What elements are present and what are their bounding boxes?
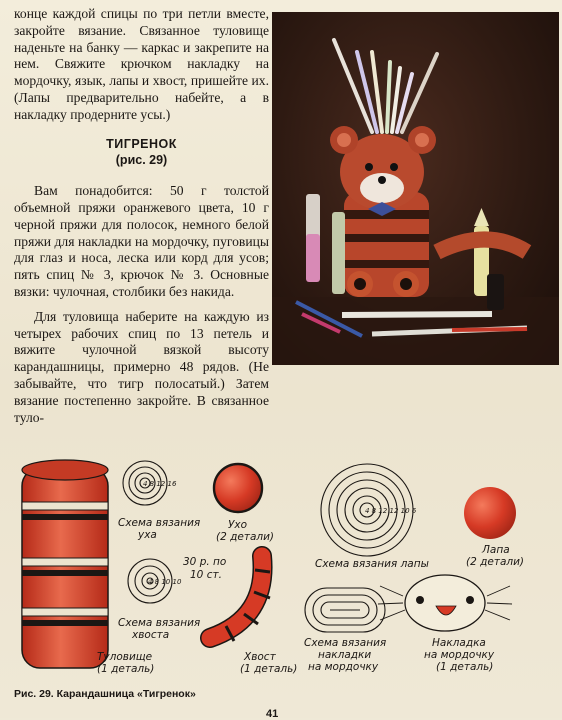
muzzle-scheme-label-3: на мордочку xyxy=(308,661,379,673)
ear-scheme-label-1: Схема вязания xyxy=(118,517,201,529)
tail-rows-note-2: 10 ст. xyxy=(190,569,222,581)
tail-label-2: (1 деталь) xyxy=(240,663,298,675)
tiger-pencil-holder-photo xyxy=(272,12,559,365)
diagram-svg xyxy=(0,448,562,688)
paragraph-materials: Вам понадобится: 50 г толстой объемной пряжи оранжевого цвета, 10 г черной пряжи для полосок, немного белой пряжи для накладки на мордочку, пуговицы для глаз и носа, леска или корд для усов; пять спиц № 3, крючок № 3. Основные вязки: чулочная, столбики без накида. xyxy=(14,183,269,299)
muzzle-label-2: на мордочку xyxy=(424,649,495,661)
section-title: ТИГРЕНОК xyxy=(106,136,177,151)
knitting-diagram xyxy=(0,448,562,688)
tail-scheme-label-1: Схема вязания xyxy=(118,617,201,629)
text-column xyxy=(14,6,269,426)
tail-rows-note-1: 30 р. по xyxy=(183,556,227,568)
body-label-2: (1 деталь) xyxy=(97,663,155,675)
muzzle-scheme xyxy=(305,588,385,632)
paw-label-2: (2 детали) xyxy=(466,556,525,568)
tail-scheme-label-2: хвоста xyxy=(132,629,170,641)
muzzle-label-1: Накладка xyxy=(432,637,486,649)
paragraph-body-instructions: Для туловища наберите на каждую из четырех рабочих спиц по 13 петель и вяжите чулочной вязкой высоту карандашницы, примерно 48 рядов. (Не забывайте, что тигр полосатый.) Затем вязание постепенно закройте. В связанное туло- xyxy=(14,308,269,425)
figure-caption: Рис. 29. Карандашница «Тигренок» xyxy=(14,688,196,700)
body-piece xyxy=(22,460,108,668)
paw-piece xyxy=(464,487,516,539)
tail-label-1: Хвост xyxy=(244,651,276,663)
paw-label-1: Лапа xyxy=(482,544,510,556)
ear-label-2: (2 детали) xyxy=(216,531,275,543)
muzzle-scheme-label-1: Схема вязания xyxy=(304,637,387,649)
muzzle-label-3: (1 деталь) xyxy=(436,661,494,673)
figure-reference: (рис. 29) xyxy=(115,153,168,168)
ear-scheme-label-2: уха xyxy=(138,529,157,541)
tail-scheme-numbers: 4 8 10 10 xyxy=(148,578,182,586)
body-label-1: Туловище xyxy=(97,651,153,663)
paw-scheme-numbers: 4 8 12 12 10 6 xyxy=(365,507,417,515)
ear-label-1: Ухо xyxy=(228,519,248,531)
page-number: 41 xyxy=(266,708,279,720)
ear-scheme-numbers: 4 8 12 16 xyxy=(143,480,177,488)
muzzle-scheme-label-2: накладки xyxy=(318,649,372,661)
show-through-text xyxy=(290,366,550,428)
ear-piece xyxy=(214,464,262,512)
paragraph-intro: конце каждой спицы по три петли вместе, закройте вязание. Связанное туловище наденьте на банку — каркас и закрепите на нем. Свяжите крючком накладку на мордочку, язык, лапы и хвост, пришейте их. (Лапы предварительно набейте, а в накладку продерните усы.) xyxy=(14,6,269,122)
photo-illustration xyxy=(272,12,559,365)
paw-scheme-label: Схема вязания лапы xyxy=(315,558,429,570)
muzzle-piece xyxy=(378,575,512,631)
